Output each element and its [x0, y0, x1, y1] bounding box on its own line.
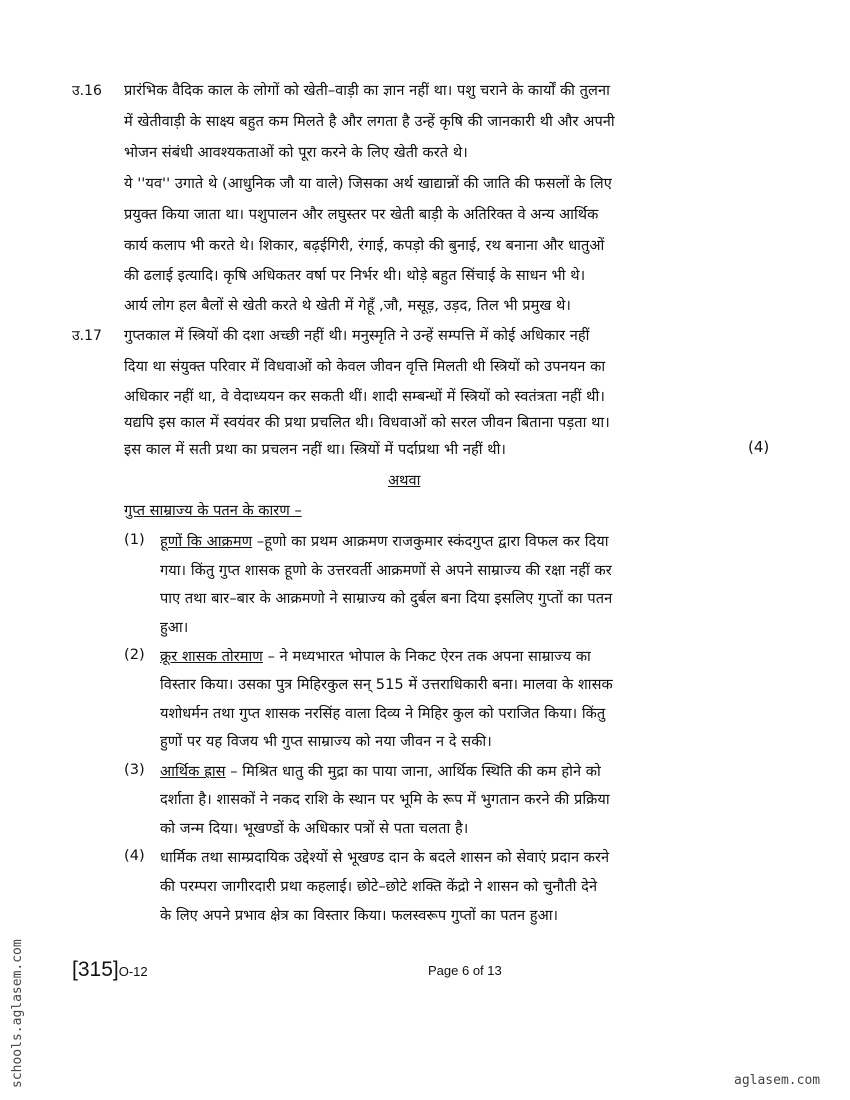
q17-line-3: अधिकार नहीं था, वे वेदाध्ययन कर सकती थीं। शादी सम्बन्धों में स्त्रियों को स्वतंत्रता नहीं थी। [124, 388, 605, 405]
q16-line-4: ये ''यव'' उगाते थे (आधुनिक जौ या वाले) जिसका अर्थ खाद्यान्नों की जाति की फसलों के लिए [124, 175, 612, 192]
item-3-intro: – मिश्रित धातु की मुद्रा का पाया जाना, आर्थिक स्थिति की कम होने को [225, 763, 601, 780]
q16-line-6: कार्य कलाप भी करते थे। शिकार, बढ़ईगिरी, रंगाई, कपड़ो की बुनाई, रथ बनाना और धातुओं [124, 237, 605, 254]
item-1-line-2: गया। किंतु गुप्त शासक हूणो के उत्तरवर्ती आक्रमणों से अपने साम्राज्य की रक्षा नहीं कर [160, 562, 612, 579]
item-4-number: (4) [124, 847, 145, 864]
marks-label: (4) [748, 438, 770, 456]
item-4-line-2: की परम्परा जागीरदारी प्रथा कहलाई। छोटे–छोटे शक्ति केंद्रो ने शासन को चुनौती देने [160, 878, 598, 895]
item-1-title: हूणों कि आक्रमण [160, 533, 253, 550]
q16-line-8: आर्य लोग हल बैलों से खेती करते थे खेती में गेहूँ ,जौ, मसूड़, उड़द, तिल भी प्रमुख थे। [124, 297, 572, 314]
item-3-number: (3) [124, 761, 145, 778]
q16-line-3: भोजन संबंधी आवश्यकताओं को पूरा करने के लिए खेती करते थे। [124, 144, 468, 161]
item-3-title: आर्थिक ह्रास [160, 763, 226, 780]
side-watermark: schools.aglasem.com [10, 939, 25, 1088]
question-16-number: उ.16 [72, 83, 102, 99]
q17-line-5: इस काल में सती प्रथा का प्रचलन नहीं था। स्त्रियों में पर्दाप्रथा भी नहीं थी। [124, 441, 506, 458]
question-17-number: उ.17 [72, 328, 102, 344]
q16-line-5: प्रयुक्त किया जाता था। पशुपालन और लघुस्तर पर खेती बाड़ी के अतिरिक्त वे अन्य आर्थिक [124, 206, 599, 223]
q16-line-7: की ढलाई इत्यादि। कृषि अधिकतर वर्षा पर निर्भर थी। थोड़े बहुत सिंचाई के साधन भी थे। [124, 267, 586, 284]
item-1-intro: –हूणो का प्रथम आक्रमण राजकुमार स्कंदगुप्त द्वारा विफल कर दिया [252, 533, 609, 550]
item-1-number: (1) [124, 531, 145, 548]
item-1-line-1 [160, 531, 609, 551]
item-1-line-4: हुआ। [160, 619, 189, 636]
q16-line-2: में खेतीवाड़ी के साक्ष्य बहुत कम मिलते है और लगता है उन्हें कृषि की जानकारी थी और अपनी [124, 113, 615, 130]
section-heading: गुप्त साम्राज्य के पतन के कारण – [124, 502, 302, 519]
or-divider: अथवा [388, 472, 421, 489]
item-2-number: (2) [124, 646, 145, 663]
item-2-line-4: हुणों पर यह विजय भी गुप्त साम्राज्य को नया जीवन न दे सकी। [160, 733, 492, 750]
item-3-line-2: दर्शाता है। शासकों ने नकद राशि के स्थान पर भूमि के रूप में भुगतान करने की प्रक्रिया [160, 791, 610, 808]
q16-line-1: प्रारंभिक वैदिक काल के लोगों को खेती–वाड़ी का ज्ञान नहीं था। पशु चराने के कार्यों की तुलना [124, 82, 610, 99]
item-4-line-3: के लिए अपने प्रभाव क्षेत्र का विस्तार किया। फलस्वरूप गुप्तों का पतन हुआ। [160, 907, 559, 924]
q17-line-4: यद्यपि इस काल में स्वयंवर की प्रथा प्रचलित थी। विधवाओं को सरल जीवन बिताना पड़ता था। [124, 414, 610, 431]
item-4-line-1: धार्मिक तथा साम्प्रदायिक उद्देश्यों से भूखण्ड दान के बदले शासन को सेवाएं प्रदान करने [160, 849, 610, 866]
item-2-line-3: यशोधर्मन तथा गुप्त शासक नरसिंह वाला दिव्य ने मिहिर कुल को पराजित किया। किंतु [160, 705, 606, 722]
paper-code-suffix: O-12 [118, 964, 148, 979]
item-2-intro: – ने मध्यभारत भोपाल के निकट ऐरन तक अपना साम्राज्य का [262, 648, 591, 665]
item-1-line-3: पाए तथा बार–बार के आक्रमणो ने साम्राज्य को दुर्बल बना दिया इसलिए गुप्तों का पतन [160, 590, 613, 607]
item-2-line-1 [160, 646, 591, 666]
item-3-line-3: को जन्म दिया। भूखण्डों के अधिकार पत्रों से पता चलता है। [160, 820, 469, 837]
item-3-line-1 [160, 761, 601, 781]
paper-code-main: [315] [72, 958, 119, 981]
item-2-line-2: विस्तार किया। उसका पुत्र मिहिरकुल सन् 515 में उत्तराधिकारी बना। मालवा के शासक [160, 676, 613, 693]
page-number: Page 6 of 13 [428, 963, 502, 978]
paper-code [72, 958, 148, 982]
q17-line-1: गुप्तकाल में स्त्रियों की दशा अच्छी नहीं थी। मनुस्मृति ने उन्हें सम्पत्ति में कोई अधिकार नहीं [124, 327, 590, 344]
q17-line-2: दिया था संयुक्त परिवार में विधवाओं को केवल जीवन वृत्ति मिलती थी स्त्रियों को उपनयन का [124, 358, 606, 375]
item-2-title: क्रूर शासक तोरमाण [160, 648, 263, 665]
footer-watermark: aglasem.com [734, 1073, 821, 1088]
